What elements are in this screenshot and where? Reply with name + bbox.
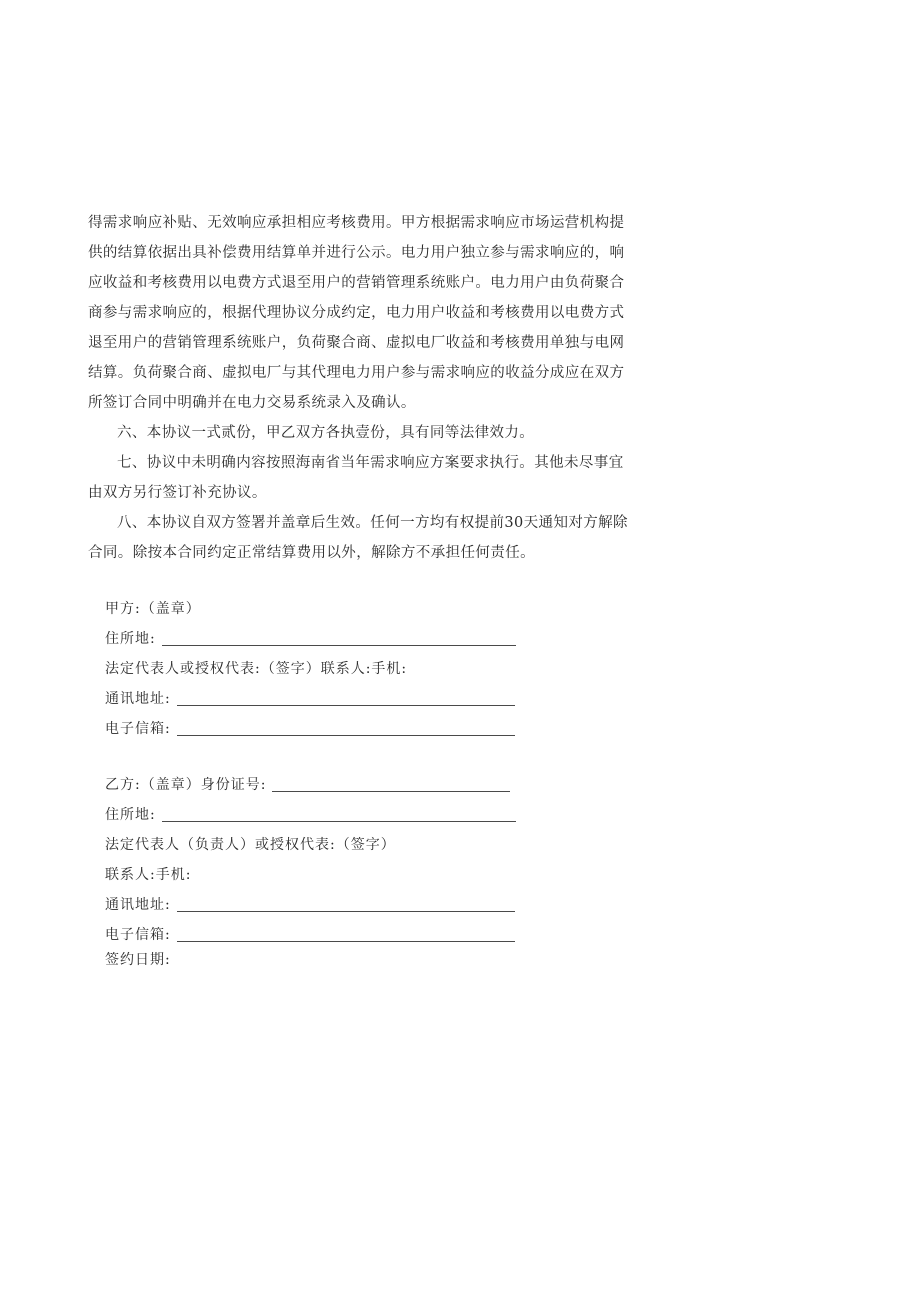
party-a-email-blank <box>177 735 515 736</box>
party-a-mail-line <box>105 684 665 714</box>
party-a-address-line <box>105 624 665 654</box>
party-a-signature-block <box>105 594 665 744</box>
paragraph-seven: 七、协议中未明确内容按照海南省当年需求响应方案要求执行。其他未尽事宜由双方另行签订补充协议。 <box>88 455 624 501</box>
paragraph-six: 六、本协议一式贰份，甲乙双方各执壹份，具有同等法律效力。 <box>117 425 535 441</box>
party-a-email-line <box>105 714 665 744</box>
party-b-contact-line <box>105 860 665 890</box>
party-a-mail-label: 通讯地址: <box>105 691 171 707</box>
party-b-address-line <box>105 800 665 830</box>
party-a-mail-blank <box>177 705 515 706</box>
party-b-date-line <box>105 950 665 970</box>
party-b-title-id-label: 乙方:（盖章）身份证号: <box>105 777 267 793</box>
party-a-address-label: 住所地: <box>105 631 156 647</box>
agreement-body <box>88 208 633 568</box>
party-b-address-label: 住所地: <box>105 807 156 823</box>
party-b-email-blank <box>177 941 515 942</box>
party-a-rep-line <box>105 654 665 684</box>
party-b-mail-blank <box>177 911 515 912</box>
party-b-contact-label: 联系人:手机: <box>105 867 192 883</box>
party-a-email-label: 电子信箱: <box>105 721 171 737</box>
party-a-title: 甲方:（盖章） <box>105 601 201 617</box>
paragraph-eight: 八、本协议自双方签署并盖章后生效。任何一方均有权提前30天通知对方解除合同。除按本合同约定正常结算费用以外，解除方不承担任何责任。 <box>88 515 628 561</box>
party-b-id-blank <box>272 791 510 792</box>
party-b-address-blank <box>162 821 516 822</box>
party-a-title-line <box>105 594 665 624</box>
party-b-mail-label: 通讯地址: <box>105 897 171 913</box>
party-b-mail-line <box>105 890 665 920</box>
party-a-rep-label: 法定代表人或授权代表:（签字）联系人:手机: <box>105 661 408 677</box>
party-b-title-line <box>105 770 665 800</box>
paragraph-settlement: 得需求响应补贴、无效响应承担相应考核费用。甲方根据需求响应市场运营机构提供的结算依据出具补偿费用结算单并进行公示。电力用户独立参与需求响应的，响应收益和考核费用以电费方式退至用户的营销管理系统账户。电力用户由负荷聚合商参与需求响应的，根据代理协议分成约定，电力用户收益和考核费用以电费方式退至用户的营销管理系统账户，负荷聚合商、虚拟电厂收益和考核费用单独与电网结算。负荷聚合商、虚拟电厂与其代理电力用户参与需求响应的收益分成应在双方所签订合同中明确并在电力交易系统录入及确认。 <box>88 215 625 411</box>
party-b-rep-label: 法定代表人（负责人）或授权代表:（签字） <box>105 837 396 853</box>
party-b-sign-date-label: 签约日期: <box>105 952 171 968</box>
party-b-email-label: 电子信箱: <box>105 927 171 943</box>
party-b-email-line <box>105 920 665 950</box>
party-b-rep-line <box>105 830 665 860</box>
party-a-address-blank <box>162 645 516 646</box>
party-b-signature-block <box>105 770 665 970</box>
